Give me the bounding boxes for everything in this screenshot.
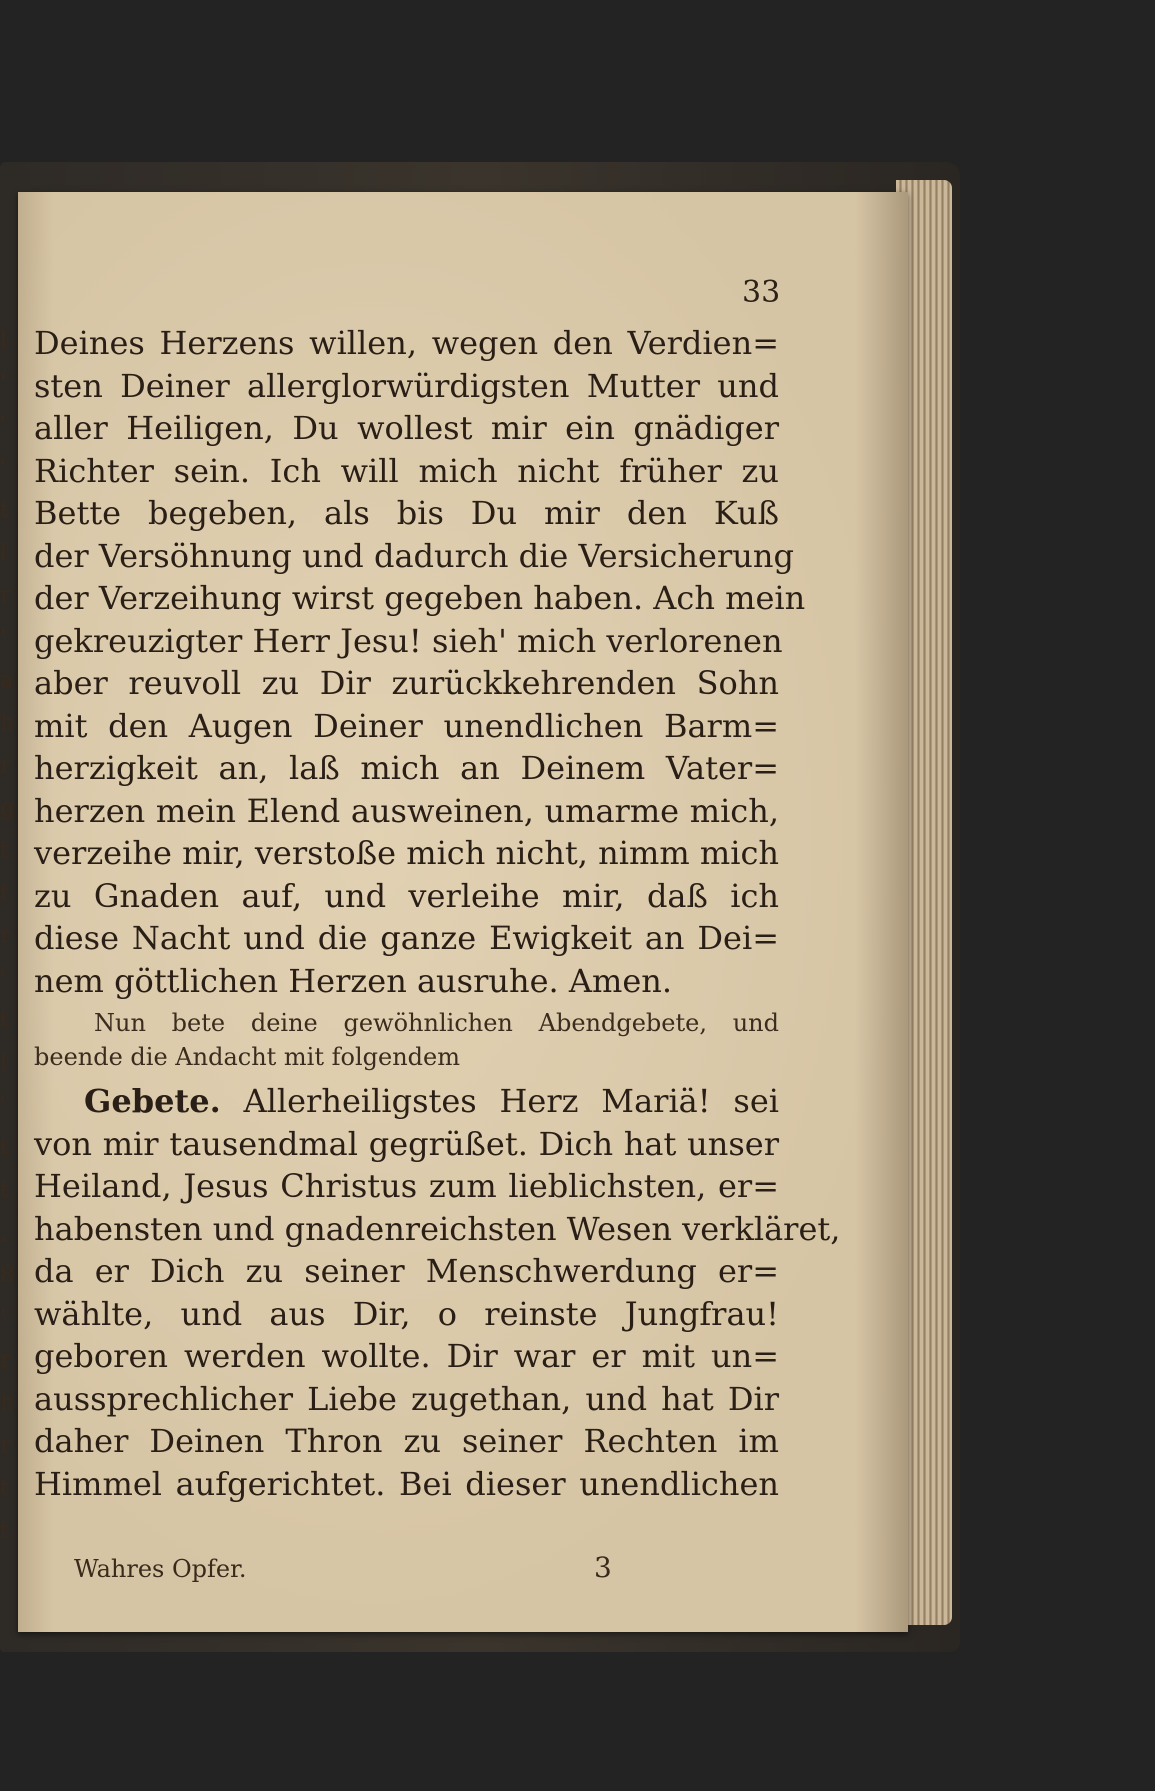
text-line: herzen mein Elend ausweinen, umarme mich,: [34, 791, 779, 830]
text-line: Heiland, Jesus Christus zum lieblichsten, er=: [34, 1167, 779, 1205]
text-line: Himmel aufgerichtet. Bei dieser unendlichen: [34, 1464, 779, 1503]
text-line: wählte, und aus Dir, o reinste Jungfrau!: [34, 1294, 779, 1333]
text-line: Richter sein. Ich will mich nicht früher zu: [34, 451, 779, 490]
prayer-first-line-text: Allerheiligstes Herz Mariä! sei: [243, 1082, 780, 1120]
text-line: da er Dich zu seiner Menschwerdung er=: [34, 1252, 779, 1290]
prayer-heading: Gebete.: [84, 1082, 221, 1120]
text-line: daher Deinen Thron zu seiner Rechten im: [34, 1422, 779, 1460]
text-line: habensten und gnadenreichsten Wesen verkläret,: [34, 1209, 841, 1248]
text-line: der Verzeihung wirst gegeben haben. Ach mein: [34, 579, 806, 617]
text-line: nem göttlichen Herzen ausruhe. Amen.: [34, 961, 673, 1000]
previous-page-edge: l ' ' ' t l r ' a h r g t t r ' t l ' t t , 8 ' r h r t t: [0, 328, 14, 1543]
text-line: verzeihe mir, verstoße mich nicht, nimm mich: [34, 834, 779, 872]
rubric-line: Nun bete deine gewöhnlichen Abendgebete, und: [94, 1009, 779, 1037]
footer-signature-mark: 3: [594, 1551, 612, 1584]
rubric-line: beende die Andacht mit folgendem: [34, 1043, 460, 1071]
page-number: 33: [742, 275, 781, 310]
prayer-first-line: [34, 1080, 779, 1123]
text-line: der Versöhnung und dadurch die Versicherung: [34, 536, 794, 575]
text-line: aussprechlicher Liebe zugethan, und hat Dir: [34, 1379, 779, 1418]
text-line: von mir tausendmal gegrüßet. Dich hat unser: [34, 1124, 779, 1163]
text-line: gekreuzigter Herr Jesu! sieh' mich verlorenen: [34, 621, 783, 660]
text-line: diese Nacht und die ganze Ewigkeit an Dei=: [34, 919, 779, 957]
text-line: mit den Augen Deiner unendlichen Barm=: [34, 706, 779, 745]
text-line: sten Deiner allerglorwürdigsten Mutter und: [34, 366, 779, 405]
text-line: zu Gnaden auf, und verleihe mir, daß ich: [34, 876, 779, 915]
text-line: aber reuvoll zu Dir zurückkehrenden Sohn: [34, 664, 779, 702]
text-line: herzigkeit an, laß mich an Deinem Vater=: [34, 749, 779, 787]
text-line: aller Heiligen, Du wollest mir ein gnädiger: [34, 409, 779, 447]
text-line: Deines Herzens willen, wegen den Verdien=: [34, 324, 779, 362]
text-line: Bette begeben, als bis Du mir den Kuß: [34, 494, 779, 532]
page-body: [34, 322, 841, 1505]
footer-book-title: Wahres Opfer.: [74, 1555, 247, 1583]
text-line: geboren werden wollte. Dir war er mit un=: [34, 1337, 779, 1375]
